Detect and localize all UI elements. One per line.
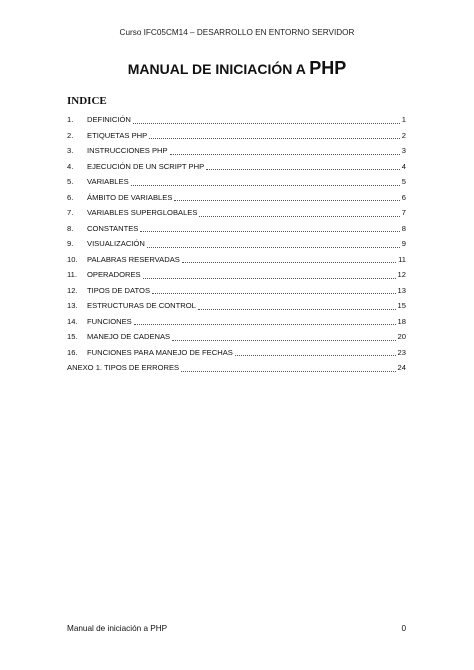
toc-dot-leader (170, 154, 400, 155)
toc-entry-label: INSTRUCCIONES PHP (87, 146, 168, 155)
toc-entry-page: 9 (401, 239, 406, 248)
toc-entry-number: 3. (67, 146, 74, 155)
document-title (0, 58, 474, 79)
toc-entry-number: 10. (67, 254, 78, 264)
toc-entry-label: EJECUCIÓN DE UN SCRIPT PHP (87, 161, 205, 171)
toc-entry-label: DEFINICIÓN (87, 115, 131, 124)
toc-dot-leader (131, 185, 400, 186)
toc-entry-number: 13. (67, 301, 78, 310)
toc-entry[interactable] (67, 298, 406, 314)
toc-entry-page: 20 (397, 332, 406, 341)
toc-entry-page: 23 (397, 347, 406, 357)
toc-entry-page: 5 (401, 177, 406, 186)
toc-entry-number: 9. (67, 239, 74, 248)
toc-entry-number: 16. (67, 347, 78, 357)
toc-entry-label: ETIQUETAS PHP (87, 130, 148, 140)
toc-entry-number: 14. (67, 316, 78, 326)
toc-entry[interactable] (67, 314, 406, 330)
toc-dot-leader (206, 169, 400, 170)
running-header: Curso IFC05CM14 – DESARROLLO EN ENTORNO SERVIDOR (119, 28, 355, 37)
title-prefix: MANUAL DE INICIACIÓN A (127, 61, 310, 77)
toc-entry-label: FUNCIONES PARA MANEJO DE FECHAS (87, 347, 233, 357)
table-of-contents (67, 112, 406, 376)
toc-entry[interactable] (67, 128, 406, 144)
toc-dot-leader (174, 200, 399, 201)
toc-dot-leader (235, 355, 396, 356)
toc-entry-number: 11. (67, 270, 77, 279)
toc-entry-label: ANEXO 1. TIPOS DE ERRORES (67, 363, 180, 372)
toc-entry-number: 4. (67, 161, 74, 171)
toc-entry-label: MANEJO DE CADENAS (87, 332, 171, 341)
toc-dot-leader (199, 216, 399, 217)
toc-entry-page: 1 (401, 115, 406, 124)
toc-entry[interactable] (67, 205, 406, 221)
toc-entry-page: 7 (401, 208, 406, 217)
toc-dot-leader (182, 262, 396, 263)
toc-dot-leader (172, 340, 395, 341)
toc-entry-label: ÁMBITO DE VARIABLES (87, 192, 173, 202)
footer-title: Manual de iniciación a PHP (67, 624, 168, 633)
toc-dot-leader (133, 123, 400, 124)
toc-entry-number: 1. (67, 115, 74, 124)
toc-entry[interactable] (67, 283, 406, 299)
toc-entry-label: VARIABLES (87, 177, 129, 186)
toc-dot-leader (134, 324, 396, 325)
toc-entry-label: TIPOS DE DATOS (87, 285, 151, 295)
toc-entry-page: 11 (398, 254, 406, 264)
toc-dot-leader (147, 247, 400, 248)
toc-entry-page: 18 (397, 316, 406, 326)
toc-entry-number: 5. (67, 177, 74, 186)
toc-entry[interactable] (67, 236, 406, 252)
toc-entry[interactable] (67, 345, 406, 361)
toc-entry[interactable] (67, 190, 406, 206)
toc-dot-leader (140, 231, 399, 232)
toc-entry-page: 8 (401, 223, 406, 233)
toc-dot-leader (198, 309, 396, 310)
toc-entry-page: 6 (401, 192, 406, 202)
toc-entry-label: FUNCIONES (87, 316, 132, 326)
toc-entry-page: 3 (401, 146, 406, 155)
toc-dot-leader (149, 138, 400, 139)
toc-entry[interactable] (67, 112, 406, 128)
toc-entry[interactable] (67, 143, 406, 159)
toc-entry-label: ESTRUCTURAS DE CONTROL (87, 301, 196, 310)
toc-dot-leader (181, 371, 395, 372)
toc-entry-page: 24 (397, 363, 406, 372)
toc-entry-number: 15. (67, 332, 78, 341)
toc-entry[interactable] (67, 360, 406, 376)
toc-dot-leader (143, 278, 396, 279)
toc-heading: INDICE (67, 95, 107, 107)
toc-entry-page: 15 (397, 301, 406, 310)
footer-page-number: 0 (401, 624, 406, 633)
toc-entry[interactable] (67, 159, 406, 175)
toc-entry-number: 7. (67, 208, 74, 217)
toc-entry[interactable] (67, 221, 406, 237)
toc-entry-page: 13 (397, 285, 406, 295)
toc-dot-leader (152, 293, 396, 294)
toc-entry-number: 12. (67, 285, 78, 295)
toc-entry-label: VISUALIZACIÓN (87, 239, 145, 248)
toc-entry-number: 6. (67, 192, 74, 202)
toc-entry[interactable] (67, 174, 406, 190)
toc-entry-number: 8. (67, 223, 74, 233)
toc-entry-number: 2. (67, 130, 74, 140)
toc-entry-page: 12 (397, 270, 406, 279)
toc-entry-label: CONSTANTES (87, 223, 139, 233)
toc-entry-label: VARIABLES SUPERGLOBALES (87, 208, 198, 217)
toc-entry-page: 4 (401, 161, 406, 171)
toc-entry-label: PALABRAS RESERVADAS (87, 254, 180, 264)
toc-entry-label: OPERADORES (87, 270, 141, 279)
toc-entry[interactable] (67, 267, 406, 283)
toc-entry-page: 2 (401, 130, 406, 140)
toc-entry[interactable] (67, 252, 406, 268)
title-emphasis: PHP (309, 58, 347, 78)
toc-entry[interactable] (67, 329, 406, 345)
